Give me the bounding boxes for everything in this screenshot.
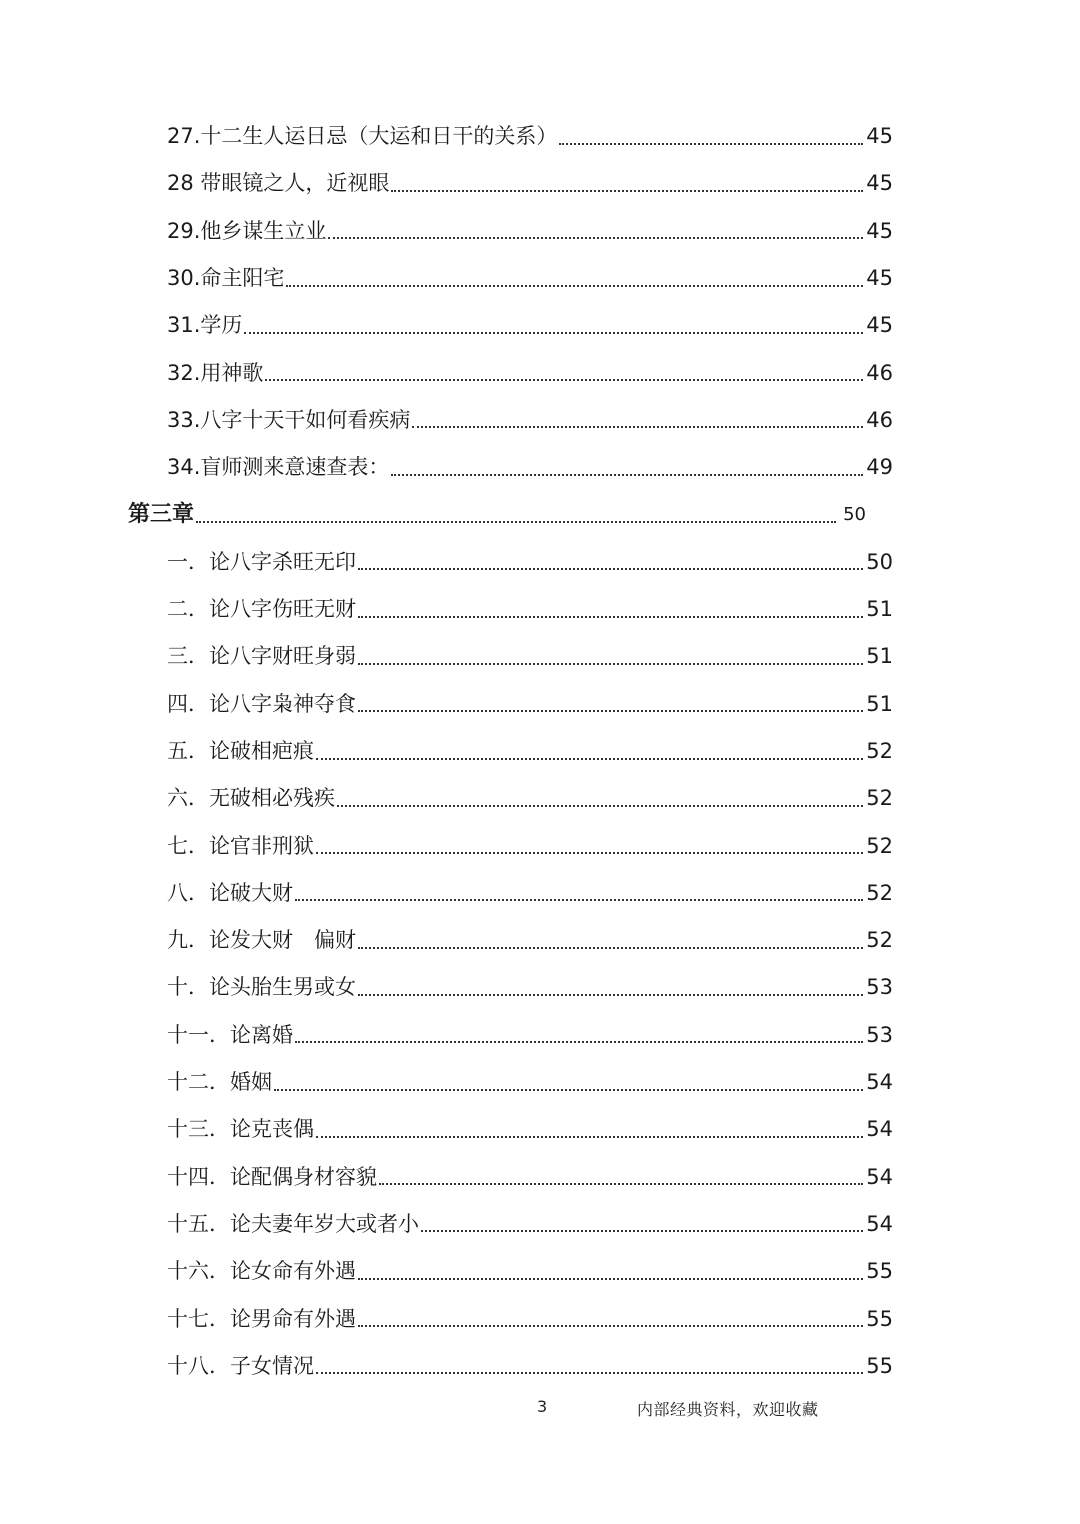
toc-entry[interactable] bbox=[0, 775, 893, 822]
footer-note: 内部经典资料，欢迎收藏 bbox=[637, 1400, 819, 1419]
toc-entry-title: 33.八字十天干如何看疾病 bbox=[167, 407, 411, 432]
dot-leader bbox=[274, 1089, 863, 1091]
toc-entry[interactable] bbox=[0, 113, 893, 160]
toc-entry[interactable] bbox=[0, 160, 893, 207]
dot-leader bbox=[316, 1372, 863, 1374]
toc-entry[interactable] bbox=[0, 1201, 893, 1248]
toc-entry-page-number: 54 bbox=[866, 1070, 893, 1095]
dot-leader bbox=[337, 805, 863, 807]
toc-entry-page-number: 54 bbox=[866, 1164, 893, 1189]
dot-leader bbox=[391, 190, 863, 192]
toc-entry-page-number: 51 bbox=[866, 691, 893, 716]
toc-entry-title: 十五．论夫妻年岁大或者小 bbox=[167, 1211, 419, 1236]
toc-entry[interactable] bbox=[0, 822, 893, 869]
toc-entry-title: 十．论头胎生男或女 bbox=[167, 975, 356, 1000]
toc-entry[interactable] bbox=[0, 1154, 893, 1201]
toc-entry-title: 30.命主阳宅 bbox=[167, 266, 285, 291]
toc-entry[interactable] bbox=[0, 444, 893, 491]
toc-entry-title: 二．论八字伤旺无财 bbox=[167, 597, 356, 622]
toc-entry[interactable] bbox=[0, 255, 893, 302]
toc-entry[interactable] bbox=[0, 586, 893, 633]
toc-entry[interactable] bbox=[0, 539, 893, 586]
toc-entry-page-number: 53 bbox=[866, 975, 893, 1000]
toc-chapter-entry[interactable] bbox=[0, 491, 866, 538]
dot-leader bbox=[358, 663, 863, 665]
toc-entry-title: 十八．子女情况 bbox=[167, 1353, 314, 1378]
toc-entry-page-number: 54 bbox=[866, 1211, 893, 1236]
dot-leader bbox=[295, 899, 863, 901]
toc-entry-title: 第三章 bbox=[128, 502, 195, 528]
dot-leader bbox=[295, 1041, 863, 1043]
toc-entry-page-number: 45 bbox=[866, 266, 893, 291]
toc-entry[interactable] bbox=[0, 1248, 893, 1295]
toc-entry-page-number: 50 bbox=[843, 504, 866, 526]
toc-entry-title: 十三．论克丧偶 bbox=[167, 1117, 314, 1142]
table-of-contents bbox=[0, 113, 1080, 1390]
dot-leader bbox=[358, 1325, 863, 1327]
dot-leader bbox=[286, 285, 863, 287]
dot-leader bbox=[358, 1278, 863, 1280]
dot-leader bbox=[412, 426, 863, 428]
toc-entry[interactable] bbox=[0, 728, 893, 775]
toc-entry-title: 一．论八字杀旺无印 bbox=[167, 549, 356, 574]
toc-entry[interactable] bbox=[0, 917, 893, 964]
toc-entry[interactable] bbox=[0, 870, 893, 917]
toc-entry[interactable] bbox=[0, 1059, 893, 1106]
toc-entry-title: 十七．论男命有外遇 bbox=[167, 1306, 356, 1331]
toc-entry-page-number: 45 bbox=[866, 218, 893, 243]
toc-entry-page-number: 55 bbox=[866, 1353, 893, 1378]
toc-entry-page-number: 53 bbox=[866, 1022, 893, 1047]
toc-entry[interactable] bbox=[0, 1106, 893, 1153]
toc-entry-page-number: 51 bbox=[866, 597, 893, 622]
toc-entry-title: 28 带眼镜之人，近视眼 bbox=[167, 171, 390, 196]
toc-entry-page-number: 51 bbox=[866, 644, 893, 669]
toc-entry-page-number: 52 bbox=[866, 928, 893, 953]
dot-leader bbox=[391, 474, 863, 476]
toc-entry-page-number: 55 bbox=[866, 1306, 893, 1331]
toc-entry-page-number: 52 bbox=[866, 739, 893, 763]
toc-entry-title: 十六．论女命有外遇 bbox=[167, 1259, 356, 1284]
dot-leader bbox=[316, 852, 863, 854]
toc-entry[interactable] bbox=[0, 397, 893, 444]
dot-leader bbox=[421, 1230, 863, 1232]
dot-leader bbox=[379, 1183, 863, 1185]
toc-entry-title: 四．论八字枭神夺食 bbox=[167, 691, 356, 716]
dot-leader bbox=[358, 710, 863, 712]
toc-entry-page-number: 49 bbox=[866, 455, 893, 480]
toc-entry[interactable] bbox=[0, 633, 893, 680]
toc-entry-title: 32.用神歌 bbox=[167, 360, 264, 385]
toc-entry-page-number: 54 bbox=[866, 1117, 893, 1142]
toc-entry[interactable] bbox=[0, 302, 893, 349]
toc-entry[interactable] bbox=[0, 681, 893, 728]
toc-entry-page-number: 52 bbox=[866, 880, 893, 905]
toc-entry-title: 五．论破相疤痕 bbox=[167, 739, 314, 763]
toc-entry-title: 六．无破相必残疾 bbox=[167, 786, 335, 811]
toc-entry-title: 八．论破大财 bbox=[167, 880, 293, 905]
toc-entry-title: 七．论官非刑狱 bbox=[167, 833, 314, 858]
toc-entry-page-number: 46 bbox=[866, 360, 893, 385]
dot-leader bbox=[358, 947, 863, 949]
toc-entry-title: 29.他乡谋生立业 bbox=[167, 218, 327, 243]
toc-entry-title: 27.十二生人运日忌（大运和日干的关系） bbox=[167, 124, 558, 149]
dot-leader bbox=[559, 143, 863, 145]
toc-entry-page-number: 52 bbox=[866, 786, 893, 811]
footer-page-number: 3 bbox=[537, 1397, 548, 1416]
toc-entry-page-number: 46 bbox=[866, 407, 893, 432]
dot-leader bbox=[316, 758, 863, 760]
toc-entry-page-number: 55 bbox=[866, 1259, 893, 1284]
toc-entry[interactable] bbox=[0, 1295, 893, 1342]
toc-entry-page-number: 45 bbox=[866, 171, 893, 196]
dot-leader bbox=[244, 332, 863, 334]
toc-entry-page-number: 52 bbox=[866, 833, 893, 858]
toc-entry-page-number: 50 bbox=[866, 549, 893, 574]
toc-entry-page-number: 45 bbox=[866, 124, 893, 149]
toc-entry-title: 九．论发大财 偏财 bbox=[167, 928, 356, 953]
dot-leader bbox=[358, 568, 863, 570]
toc-entry-title: 十四．论配偶身材容貌 bbox=[167, 1164, 377, 1189]
dot-leader bbox=[328, 237, 863, 239]
toc-entry-page-number: 45 bbox=[866, 313, 893, 338]
toc-entry[interactable] bbox=[0, 1012, 893, 1059]
page-footer bbox=[0, 1397, 1080, 1421]
toc-entry[interactable] bbox=[0, 349, 893, 396]
dot-leader bbox=[358, 616, 863, 618]
toc-entry[interactable] bbox=[0, 208, 893, 255]
dot-leader bbox=[196, 521, 836, 523]
dot-leader bbox=[316, 1136, 863, 1138]
toc-entry[interactable] bbox=[0, 1343, 893, 1390]
dot-leader bbox=[358, 994, 863, 996]
toc-entry[interactable] bbox=[0, 964, 893, 1011]
toc-entry-title: 十一．论离婚 bbox=[167, 1022, 293, 1047]
dot-leader bbox=[265, 379, 863, 381]
toc-entry-title: 十二．婚姻 bbox=[167, 1070, 272, 1095]
toc-entry-title: 34.盲师测来意速查表： bbox=[167, 455, 390, 480]
toc-entry-title: 三．论八字财旺身弱 bbox=[167, 644, 356, 669]
toc-entry-title: 31.学历 bbox=[167, 313, 243, 338]
